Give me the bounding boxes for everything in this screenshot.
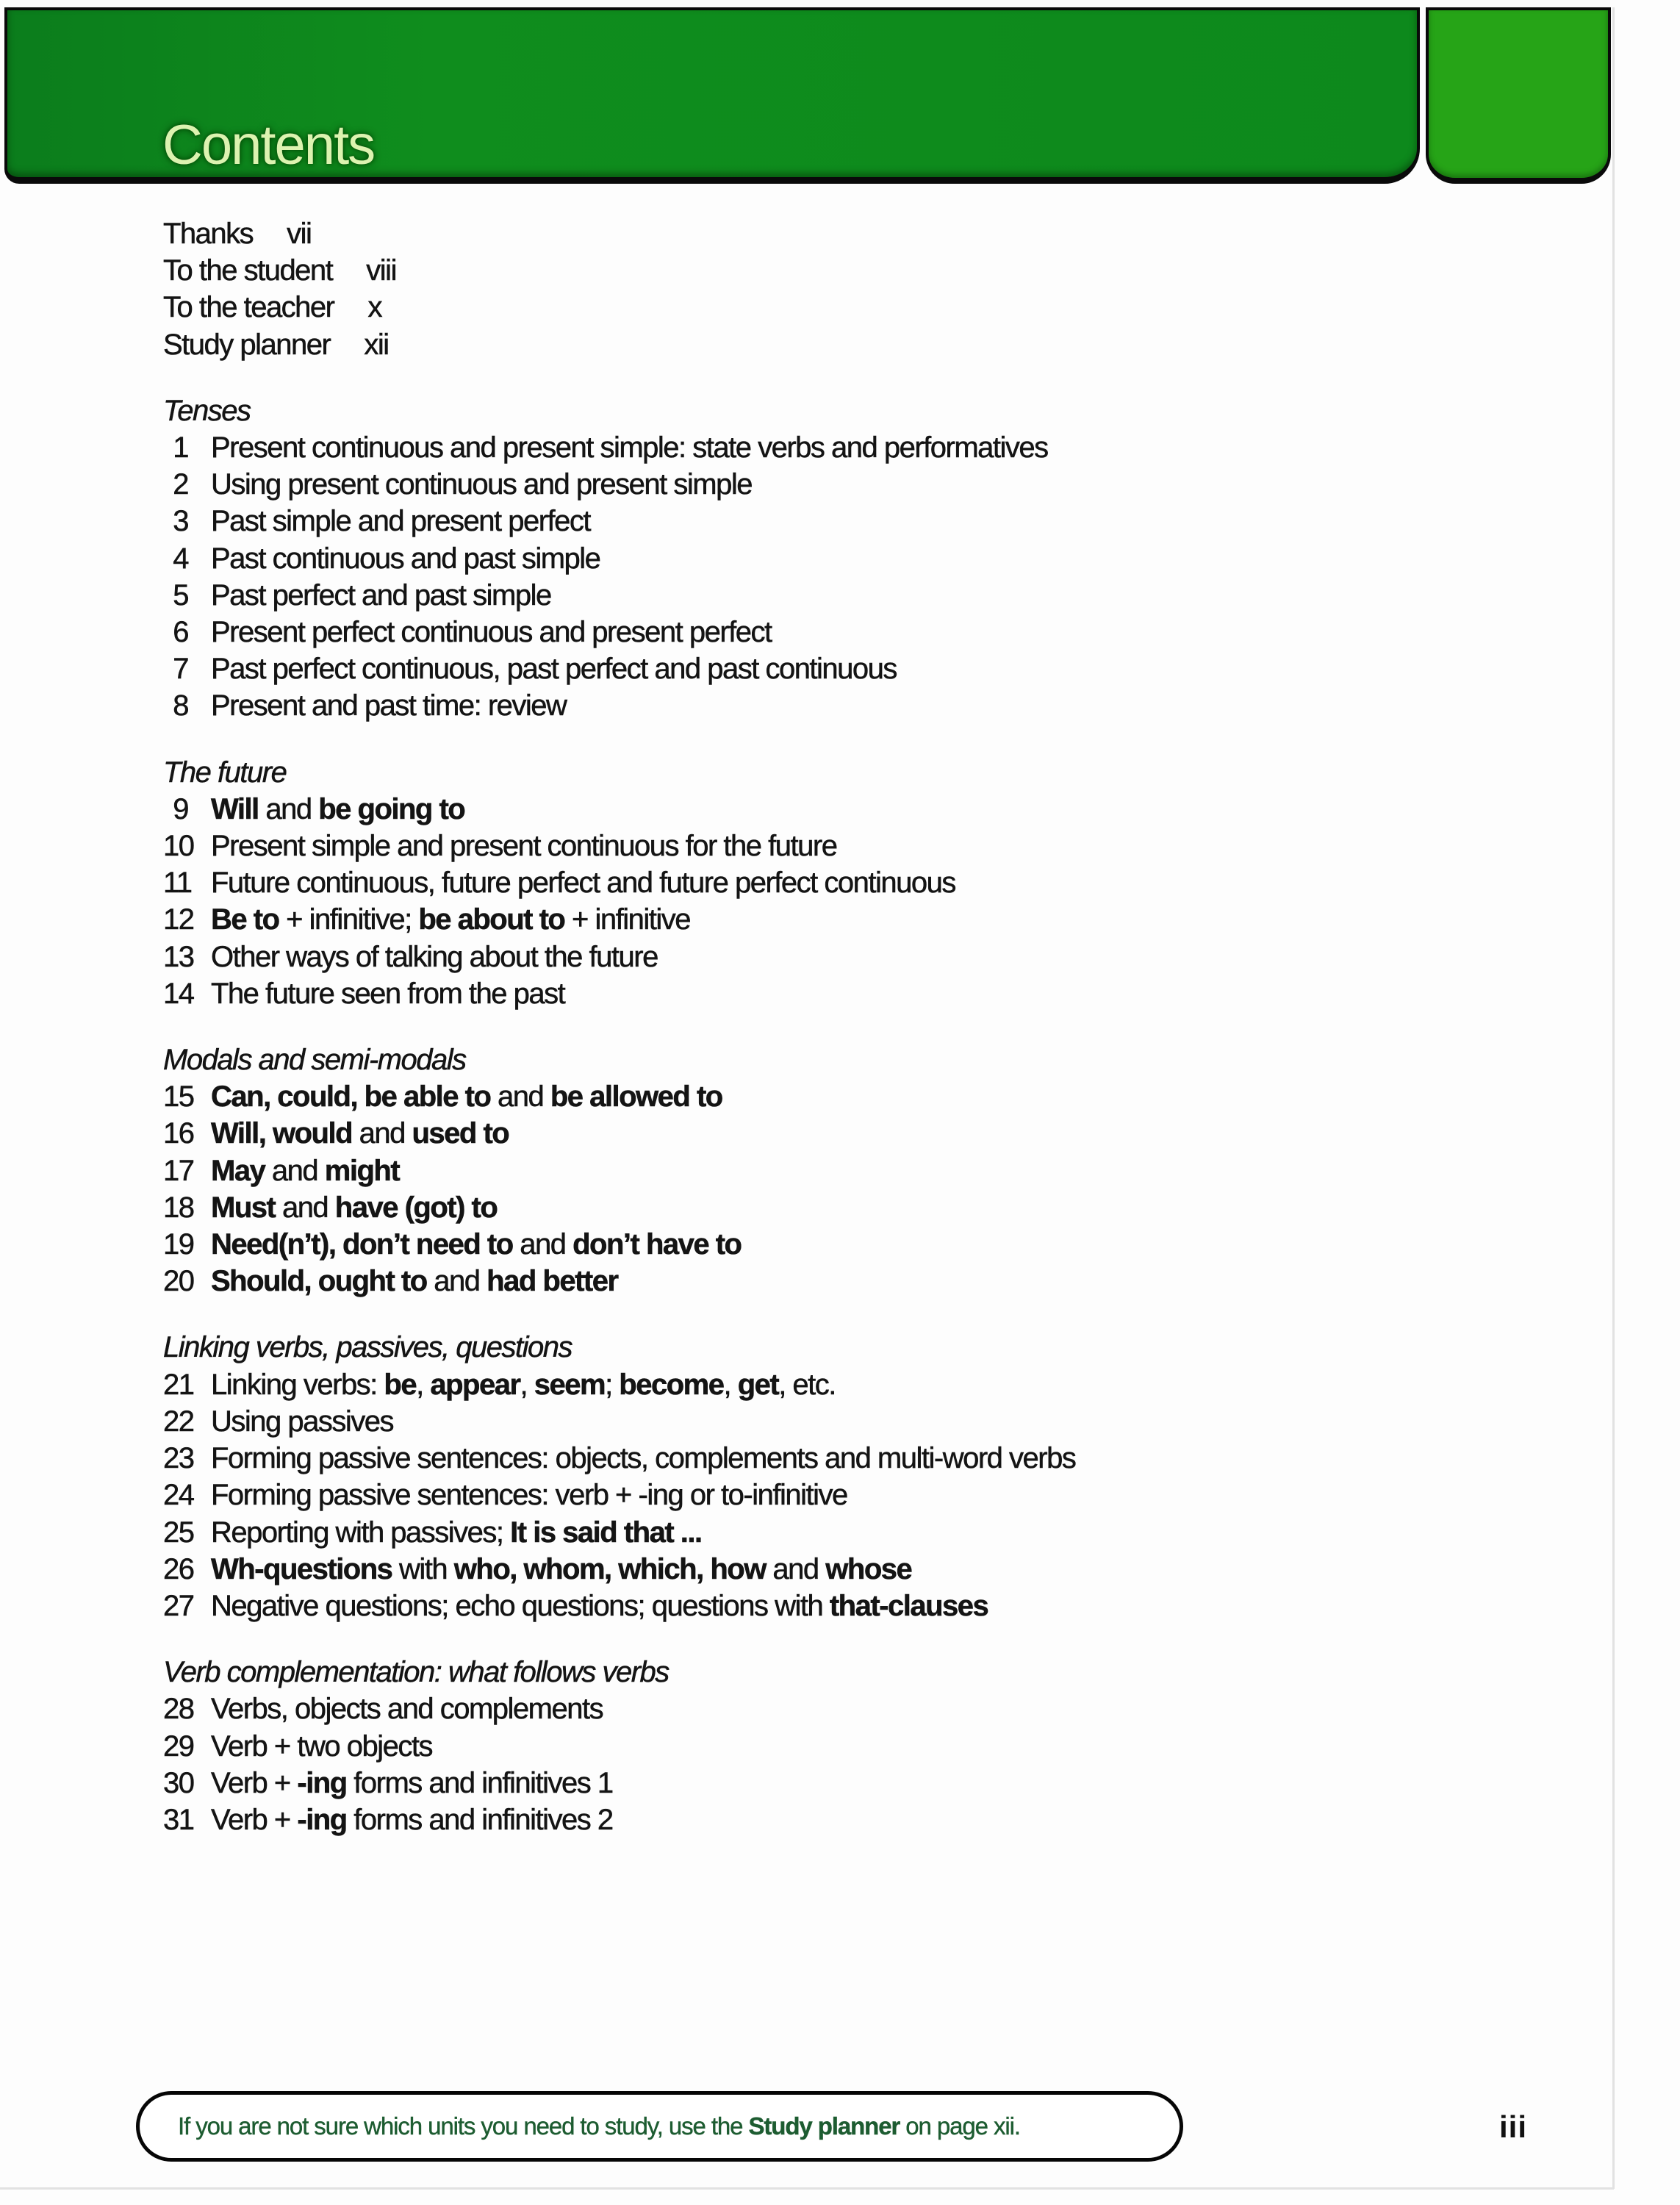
plain-text: ,	[416, 1368, 431, 1401]
toc-item	[163, 503, 1412, 539]
unit-number: 4	[173, 542, 188, 575]
bold-text: get	[737, 1368, 779, 1401]
page-edge-vertical	[1612, 7, 1615, 2189]
section-heading: Verb complementation: what follows verbs	[163, 1656, 669, 1689]
plain-text: Past perfect continuous, past perfect and past continuous	[211, 653, 897, 686]
unit-title	[211, 1189, 497, 1226]
plain-text: Using passives	[211, 1405, 394, 1438]
toc-item	[163, 1514, 1412, 1551]
unit-number: 28	[163, 1693, 194, 1726]
toc-item	[163, 1588, 1412, 1624]
bold-text: -ing	[297, 1766, 347, 1799]
front-matter-label: To the student	[163, 254, 333, 287]
plain-text: Forming passive sentences: verb + -ing or to-infinitive	[211, 1479, 847, 1512]
unit-title	[211, 1801, 613, 1838]
plain-text: + infinitive	[564, 903, 690, 936]
unit-number: 21	[163, 1368, 194, 1401]
unit-number: 9	[173, 792, 188, 825]
unit-number: 15	[163, 1080, 194, 1114]
unit-number: 23	[163, 1442, 194, 1475]
unit-number: 13	[163, 940, 194, 973]
plain-text: and	[352, 1117, 412, 1150]
toc-item	[163, 1226, 1412, 1263]
bold-text: be going to	[318, 792, 465, 825]
section-heading: Tenses	[163, 394, 251, 427]
bold-text: appear	[430, 1368, 520, 1401]
unit-number: 25	[163, 1516, 194, 1549]
bold-text: -ing	[297, 1803, 347, 1836]
plain-text: on page xii.	[900, 2112, 1020, 2140]
toc-item	[163, 1801, 1412, 1838]
bold-text: who, whom, which, how	[453, 1552, 766, 1585]
bold-text: be	[384, 1368, 417, 1401]
bold-text: Study planner	[748, 2112, 900, 2140]
unit-title	[211, 939, 658, 975]
plain-text: + infinitive;	[279, 903, 419, 936]
plain-text: Present and past time: review	[211, 689, 567, 723]
unit-title	[211, 429, 1048, 466]
front-matter-page-number: xii	[364, 328, 389, 361]
bold-text: It is said that ...	[510, 1516, 702, 1549]
unit-title	[211, 540, 600, 577]
plain-text: ;	[605, 1368, 620, 1401]
plain-text: ,	[520, 1368, 534, 1401]
toc-item	[163, 1477, 1412, 1513]
toc-item	[163, 577, 1412, 614]
unit-title	[211, 1588, 988, 1624]
toc-item	[163, 1115, 1412, 1152]
toc-item	[163, 1152, 1412, 1189]
unit-number: 6	[173, 616, 188, 649]
bold-text: Can, could, be able to	[211, 1080, 491, 1114]
toc-item	[163, 1366, 1412, 1403]
bold-text: Be to	[211, 903, 279, 936]
page-number: iii	[1499, 2109, 1528, 2144]
unit-number: 7	[173, 653, 188, 686]
toc-item	[163, 429, 1412, 466]
toc-item	[163, 614, 1412, 650]
unit-title	[211, 503, 590, 539]
toc-item	[163, 1690, 1412, 1727]
front-matter-label: Study planner	[163, 328, 331, 361]
unit-number: 16	[163, 1117, 194, 1150]
page-title: Contents	[162, 114, 375, 176]
bold-text: Will, would	[211, 1117, 352, 1150]
unit-number: 10	[163, 830, 194, 863]
plain-text: Future continuous, future perfect and future perfect continuous	[211, 867, 955, 900]
study-planner-note	[136, 2091, 1183, 2162]
front-matter-row	[163, 289, 1412, 326]
unit-number: 18	[163, 1191, 194, 1224]
toc-item	[163, 901, 1412, 938]
unit-title	[211, 791, 464, 828]
plain-text: Verb + two objects	[211, 1729, 432, 1763]
plain-text: and	[765, 1552, 826, 1585]
unit-title	[211, 1690, 603, 1727]
plain-text: Past perfect and past simple	[211, 578, 551, 612]
unit-number: 22	[163, 1405, 194, 1438]
toc-item	[163, 1403, 1412, 1440]
unit-title	[211, 975, 564, 1012]
unit-title	[211, 466, 752, 503]
unit-title	[211, 1115, 509, 1152]
unit-number: 5	[173, 578, 188, 612]
bold-text: that-clauses	[829, 1589, 988, 1622]
front-matter-row	[163, 252, 1412, 289]
toc-item	[163, 1440, 1412, 1477]
bold-text: used to	[412, 1117, 509, 1150]
cover-spine-tab	[1426, 7, 1611, 184]
bold-text: seem	[534, 1368, 606, 1401]
plain-text: Past continuous and past simple	[211, 542, 600, 575]
unit-title	[211, 1440, 1075, 1477]
plain-text: Using present continuous and present simple	[211, 468, 752, 501]
plain-text: Reporting with passives;	[211, 1516, 511, 1549]
front-matter-page-number: viii	[366, 254, 396, 287]
unit-title	[211, 1514, 702, 1551]
section-heading: The future	[163, 756, 287, 789]
unit-title	[211, 1728, 432, 1765]
unit-number: 8	[173, 689, 188, 723]
bold-text: Should, ought to	[211, 1265, 427, 1298]
plain-text: Linking verbs:	[211, 1368, 384, 1401]
unit-title	[211, 1263, 618, 1299]
front-matter-label: Thanks	[163, 218, 254, 250]
front-matter-row	[163, 326, 1412, 363]
toc-item	[163, 828, 1412, 864]
contents-banner	[4, 7, 1420, 184]
unit-title	[211, 1226, 741, 1263]
plain-text: and	[258, 792, 319, 825]
bold-text: be allowed to	[550, 1080, 722, 1114]
unit-number: 12	[163, 903, 194, 936]
toc-item	[163, 466, 1412, 503]
front-matter-label: To the teacher	[163, 291, 334, 324]
toc-item	[163, 650, 1412, 687]
plain-text: Present simple and present continuous for the future	[211, 830, 837, 863]
plain-text: Forming passive sentences: objects, complements and multi-word verbs	[211, 1442, 1076, 1475]
unit-title	[211, 901, 690, 938]
bold-text: Need(n’t), don’t need to	[211, 1228, 513, 1261]
plain-text: forms and infinitives 1	[346, 1766, 613, 1799]
plain-text: The future seen from the past	[211, 977, 565, 1010]
section-heading: Modals and semi-modals	[163, 1044, 466, 1077]
bold-text: Wh-questions	[211, 1552, 392, 1585]
unit-number: 26	[163, 1552, 194, 1585]
bold-text: whose	[825, 1552, 912, 1585]
toc-item	[163, 1263, 1412, 1299]
bold-text: May	[211, 1154, 265, 1187]
toc-item	[163, 975, 1412, 1012]
plain-text: If you are not sure which units you need to study, use the	[178, 2112, 749, 2140]
unit-title	[211, 650, 897, 687]
table-of-contents	[163, 215, 1412, 1838]
plain-text: with	[392, 1552, 454, 1585]
unit-number: 17	[163, 1154, 194, 1187]
plain-text: , etc.	[778, 1368, 836, 1401]
toc-item	[163, 1728, 1412, 1765]
unit-number: 1	[173, 431, 188, 465]
toc-item	[163, 540, 1412, 577]
note-text	[178, 2112, 1020, 2140]
toc-item	[163, 791, 1412, 828]
unit-title	[211, 577, 551, 614]
front-matter-page-number: x	[367, 291, 381, 324]
unit-title	[211, 1765, 613, 1801]
unit-number: 3	[173, 505, 188, 538]
bold-text: be about to	[418, 903, 565, 936]
plain-text: ,	[723, 1368, 738, 1401]
plain-text: Other ways of talking about the future	[211, 940, 658, 973]
plain-text: Negative questions; echo questions; questions with	[211, 1589, 830, 1622]
unit-title	[211, 1551, 911, 1588]
toc-item	[163, 939, 1412, 975]
toc-item	[163, 1189, 1412, 1226]
toc-item	[163, 1765, 1412, 1801]
plain-text: Verb +	[211, 1803, 298, 1836]
unit-number: 11	[163, 867, 192, 900]
plain-text: and	[265, 1154, 325, 1187]
unit-number: 29	[163, 1729, 194, 1763]
toc-item	[163, 1551, 1412, 1588]
unit-number: 31	[163, 1803, 194, 1836]
bold-text: Must	[211, 1191, 276, 1224]
plain-text: and	[490, 1080, 550, 1114]
bold-text: might	[324, 1154, 400, 1187]
bold-text: Will	[211, 792, 259, 825]
unit-number: 2	[173, 468, 188, 501]
unit-title	[211, 1477, 847, 1513]
unit-number: 20	[163, 1265, 194, 1298]
unit-number: 24	[163, 1479, 194, 1512]
plain-text: and	[426, 1265, 487, 1298]
plain-text: Verbs, objects and complements	[211, 1693, 603, 1726]
bold-text: become	[619, 1368, 724, 1401]
unit-title	[211, 1403, 393, 1440]
unit-title	[211, 1078, 722, 1115]
plain-text: forms and infinitives 2	[346, 1803, 613, 1836]
unit-number: 14	[163, 977, 194, 1010]
plain-text: Verb +	[211, 1766, 298, 1799]
unit-title	[211, 687, 566, 724]
unit-title	[211, 1366, 836, 1403]
unit-title	[211, 864, 955, 901]
plain-text: Present continuous and present simple: state verbs and performatives	[211, 431, 1048, 465]
plain-text: Past simple and present perfect	[211, 505, 591, 538]
plain-text: and	[275, 1191, 335, 1224]
section-heading: Linking verbs, passives, questions	[163, 1331, 572, 1364]
plain-text: Present perfect continuous and present perfect	[211, 616, 772, 649]
page-edge-horizontal	[0, 2187, 1614, 2190]
bold-text: had better	[487, 1265, 618, 1298]
bold-text: have (got) to	[334, 1191, 498, 1224]
front-matter-row	[163, 215, 1412, 252]
plain-text: and	[512, 1228, 573, 1261]
unit-title	[211, 1152, 399, 1189]
bold-text: don’t have to	[572, 1228, 742, 1261]
unit-title	[211, 614, 772, 650]
toc-item	[163, 864, 1412, 901]
unit-title	[211, 828, 836, 864]
front-matter-page-number: vii	[287, 218, 312, 250]
unit-number: 30	[163, 1766, 194, 1799]
unit-number: 27	[163, 1589, 194, 1622]
toc-item	[163, 1078, 1412, 1115]
toc-item	[163, 687, 1412, 724]
unit-number: 19	[163, 1228, 194, 1261]
